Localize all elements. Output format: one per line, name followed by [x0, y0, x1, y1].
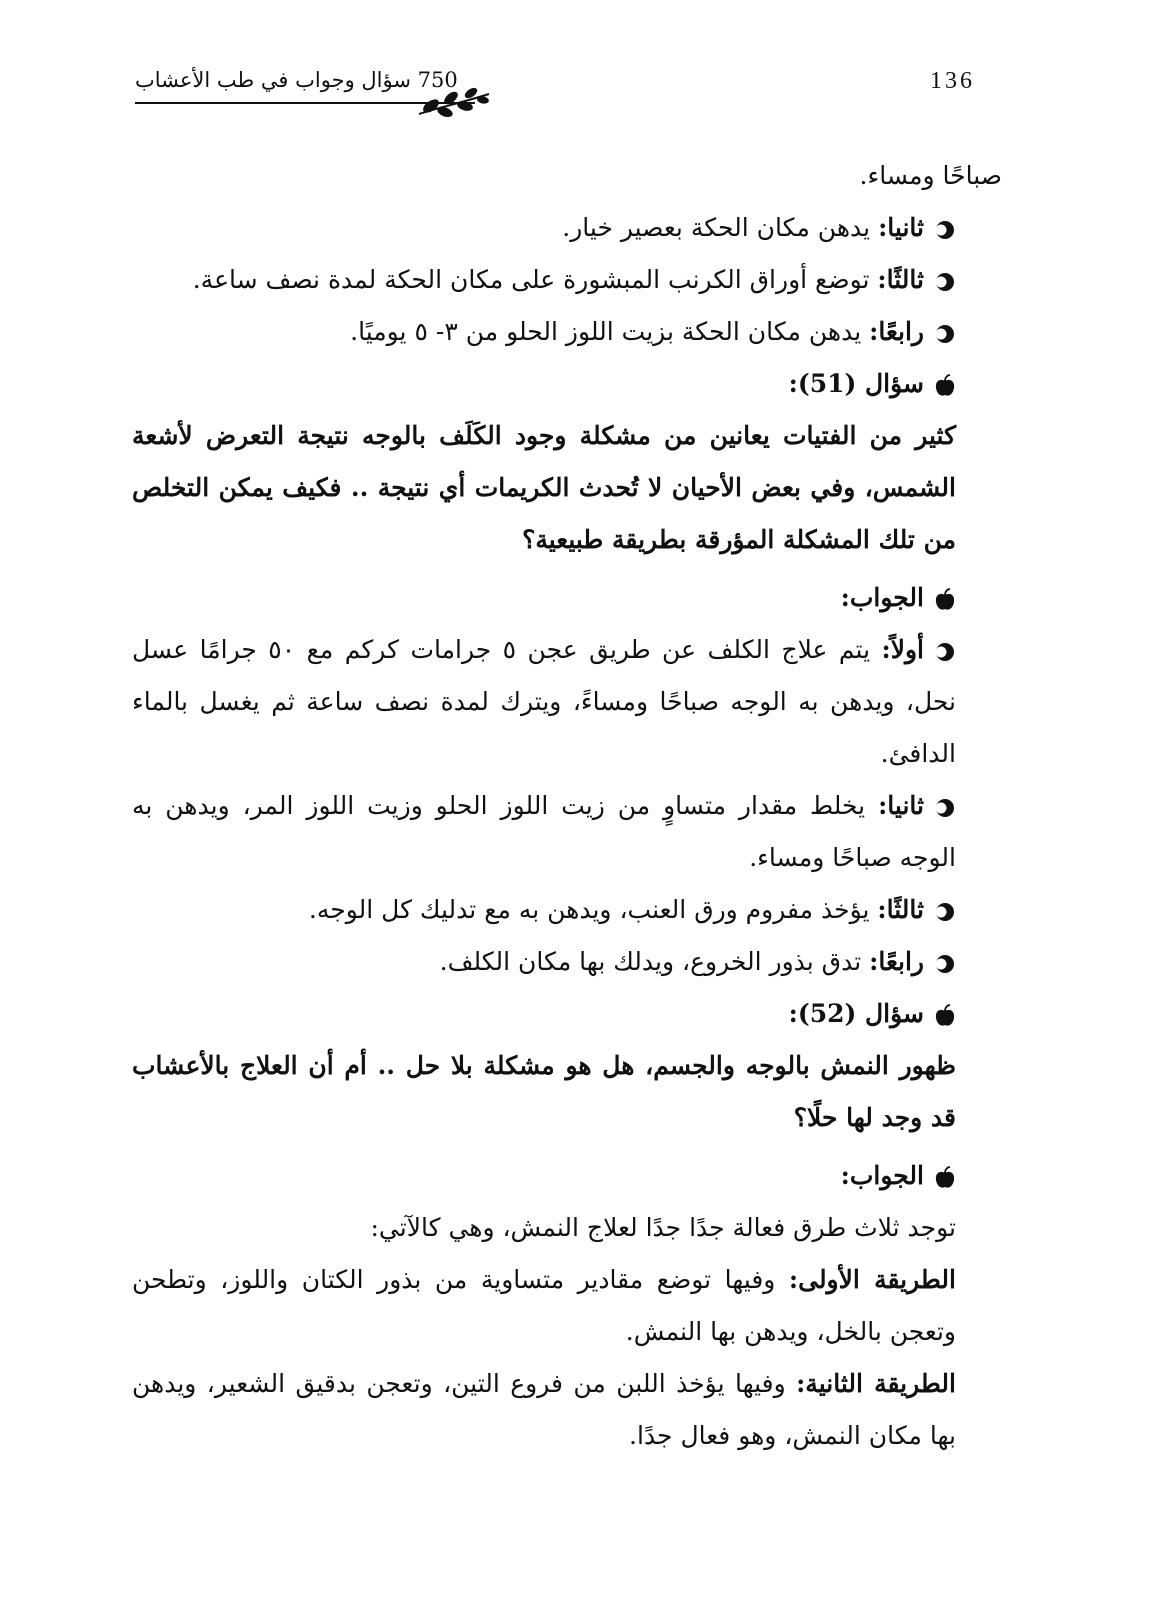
item-label: رابعًا: [869, 317, 924, 346]
item-label: رابعًا: [869, 947, 924, 976]
item-label: أولاً: [881, 635, 924, 664]
answer-intro: توجد ثلاث طرق فعالة جدًا جدًا لعلاج النمش، وهي كالآتي: [370, 1213, 956, 1242]
item-text: يتم علاج الكلف عن طريق عجن ٥ جرامات كركم مع ٥٠ جرامًا عسل نحل، ويدهن به الوجه صباحًا ومساءً، ويترك لمدة نصف ساعة ثم يغسل بالماء الدافئ. [132, 635, 956, 768]
crescent-bullet-icon [934, 901, 956, 923]
method-text: وفيها توضع مقادير متساوية من بذور الكتان واللوز، وتطحن وتعجن بالخل، ويدهن بها النمش. [132, 1265, 956, 1346]
apple-icon [934, 588, 956, 612]
item-text: يخلط مقدار متساوٍ من زيت اللوز الحلو وزيت اللوز المر، ويدهن به الوجه صباحًا ومساء. [132, 791, 956, 872]
page-header [135, 60, 975, 120]
list-item [132, 306, 1002, 358]
item-label: ثالثًا: [877, 895, 924, 924]
answer-label: الجواب: [840, 1161, 924, 1190]
item-text: يدهن مكان الحكة بعصير خيار. [562, 213, 879, 242]
crescent-bullet-icon [934, 641, 956, 663]
method-paragraph [132, 1254, 1002, 1358]
continued-line: صباحًا ومساء. [859, 161, 1002, 190]
method-label: الطريقة الثانية: [796, 1369, 956, 1398]
list-item [132, 780, 1002, 884]
leaf-ornament-icon [417, 84, 493, 120]
answer-heading [132, 572, 1002, 624]
question-heading [132, 988, 1002, 1040]
crescent-bullet-icon [934, 953, 956, 975]
crescent-bullet-icon [934, 797, 956, 819]
item-label: ثانيا: [878, 791, 924, 820]
item-text: توضع أوراق الكرنب المبشورة على مكان الحكة لمدة نصف ساعة. [192, 265, 878, 294]
answer-label: الجواب: [840, 583, 924, 612]
crescent-bullet-icon [934, 219, 956, 241]
item-text: يؤخذ مفروم ورق العنب، ويدهن به مع تدليك كل الوجه. [308, 895, 878, 924]
item-text: يدهن مكان الحكة بزيت اللوز الحلو من ٣- ٥ يوميًا. [350, 317, 870, 346]
list-item [132, 936, 1002, 988]
item-text: تدق بذور الخروع، ويدلك بها مكان الكلف. [439, 947, 870, 976]
item-label: ثالثًا: [877, 265, 924, 294]
list-item [132, 202, 1002, 254]
list-item [132, 884, 1002, 936]
list-item [132, 624, 1002, 780]
page-body [132, 150, 1002, 1462]
apple-icon [934, 1004, 956, 1028]
method-paragraph [132, 1358, 1002, 1462]
question-text: كثير من الفتيات يعانين من مشكلة وجود الكَلَف بالوجه نتيجة التعرض لأشعة الشمس، وفي بعض الأحيان لا تُحدث الكريمات أي نتيجة .. فكيف يمكن التخلص من تلك المشكلة المؤرقة بطريقة طبيعية؟ [132, 421, 956, 554]
question-text: ظهور النمش بالوجه والجسم، هل هو مشكلة بلا حل .. أم أن العلاج بالأعشاب قد وجد لها حلًا؟ [132, 1051, 956, 1132]
question-number: سؤال (51): [788, 369, 924, 398]
method-label: الطريقة الأولى: [788, 1265, 956, 1294]
method-text: وفيها يؤخذ اللبن من فروع التين، وتعجن بدقيق الشعير، ويدهن بها مكان النمش، وهو فعال جدًا. [132, 1369, 956, 1450]
running-title: 750 سؤال وجواب في طب الأعشاب [135, 68, 458, 92]
apple-icon [934, 374, 956, 398]
apple-icon [934, 1166, 956, 1190]
question-heading [132, 358, 1002, 410]
list-item [132, 254, 1002, 306]
crescent-bullet-icon [934, 323, 956, 345]
answer-heading [132, 1150, 1002, 1202]
item-label: ثانيا: [878, 213, 924, 242]
question-number: سؤال (52): [788, 999, 924, 1028]
crescent-bullet-icon [934, 271, 956, 293]
page-number: 136 [930, 68, 975, 94]
